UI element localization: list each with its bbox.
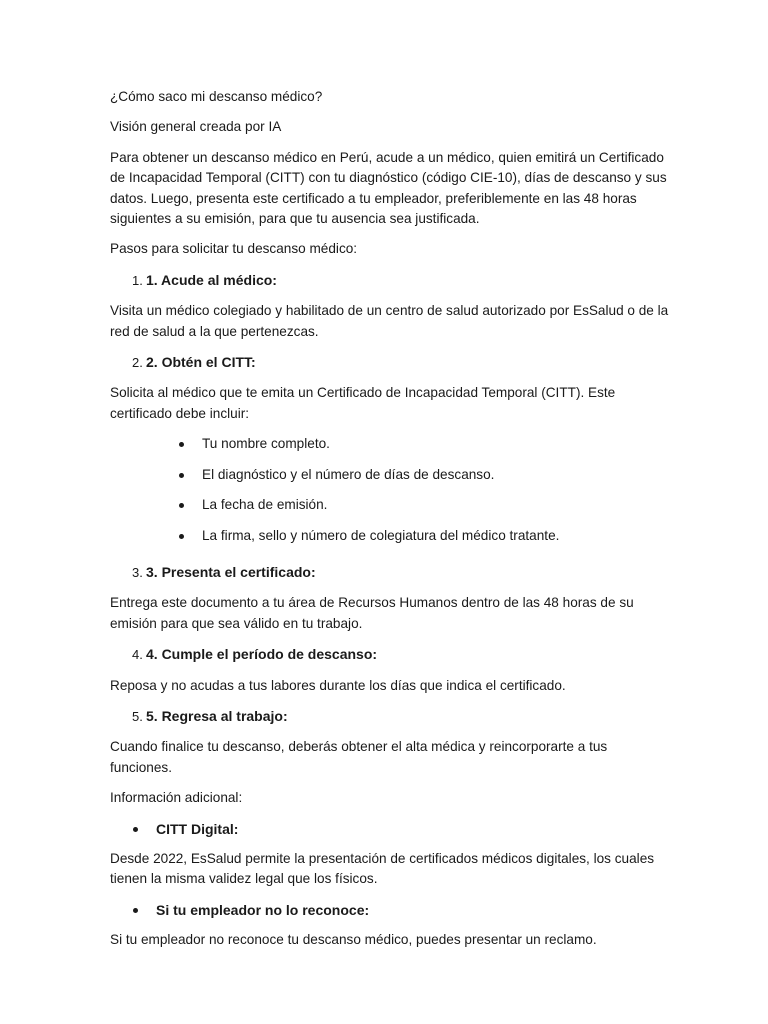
list-item [110, 465, 670, 485]
step-number: 3. [132, 564, 143, 580]
step-1-body: Visita un médico colegiado y habilitado de un centro de salud autorizado por EsSalud o de la red de salud a la que pertenezcas. [110, 303, 669, 339]
step-4-heading [110, 644, 670, 665]
step-title: 5. Regresa al trabajo: [146, 707, 288, 724]
step-number: 1. [132, 272, 143, 288]
step-5-heading [110, 706, 670, 727]
steps-heading: Pasos para solicitar tu descanso médico: [110, 241, 358, 257]
step-title: 2. Obtén el CITT: [146, 354, 256, 371]
employer-body: Si tu empleador no reconoce tu descanso médico, puedes presentar un reclamo. [110, 932, 597, 948]
step-1-heading [110, 270, 670, 291]
bullet-icon [133, 908, 138, 913]
additional-heading: Información adicional: [110, 790, 243, 806]
list-item-text: Tu nombre completo. [202, 436, 330, 452]
bullet-icon [179, 473, 184, 478]
step-number: 4. [132, 647, 143, 663]
step-title: 3. Presenta el certificado: [146, 563, 316, 580]
step-2-body: Solicita al médico que te emita un Certificado de Incapacidad Temporal (CITT). Este certificado debe incluir: [110, 385, 616, 421]
list-item-text: La firma, sello y número de colegiatura del médico tratante. [202, 527, 560, 543]
bullet-icon [133, 827, 138, 832]
step-2-heading [110, 352, 670, 373]
intro-paragraph: Para obtener un descanso médico en Perú, acude a un médico, quien emitirá un Certificado de Incapacidad Temporal (CITT) con tu diagnóstico (código CIE-10), días de descanso y sus datos. Luego, presenta este certificado a tu empleador, preferiblemente en las 48 horas siguientes a su emisión, para que tu ausencia sea justificada. [110, 149, 667, 227]
list-item [110, 526, 670, 546]
step-number: 2. [132, 355, 143, 371]
citt-digital-heading [110, 819, 670, 839]
list-item-text: La fecha de emisión. [202, 497, 328, 513]
step-3-body: Entrega este documento a tu área de Recursos Humanos dentro de las 48 horas de su emisión para que sea válido en tu trabajo. [110, 595, 634, 631]
list-item [110, 434, 670, 454]
step-3-heading [110, 562, 670, 583]
bullet-title: Si tu empleador no lo reconoce: [156, 901, 370, 918]
question-text: ¿Cómo saco mi descanso médico? [110, 89, 323, 104]
list-item-text: El diagnóstico y el número de días de descanso. [202, 466, 495, 482]
list-item [110, 495, 670, 515]
step-5-body: Cuando finalice tu descanso, deberás obtener el alta médica y reincorporarte a tus funciones. [110, 739, 608, 775]
employer-heading [110, 900, 670, 920]
ai-overview-label: Visión general creada por IA [110, 119, 282, 135]
bullet-icon [179, 503, 184, 508]
step-number: 5. [132, 708, 143, 724]
document-body [110, 87, 670, 951]
step-title: 1. Acude al médico: [146, 271, 277, 288]
bullet-icon [179, 534, 184, 539]
citt-requirements-list [110, 434, 670, 546]
bullet-icon [179, 442, 184, 447]
step-title: 4. Cumple el período de descanso: [146, 646, 378, 663]
step-4-body: Reposa y no acudas a tus labores durante los días que indica el certificado. [110, 677, 566, 693]
citt-digital-body: Desde 2022, EsSalud permite la presentación de certificados médicos digitales, los cuales tienen la misma validez legal que los físicos. [110, 850, 655, 887]
bullet-title: CITT Digital: [156, 820, 239, 837]
